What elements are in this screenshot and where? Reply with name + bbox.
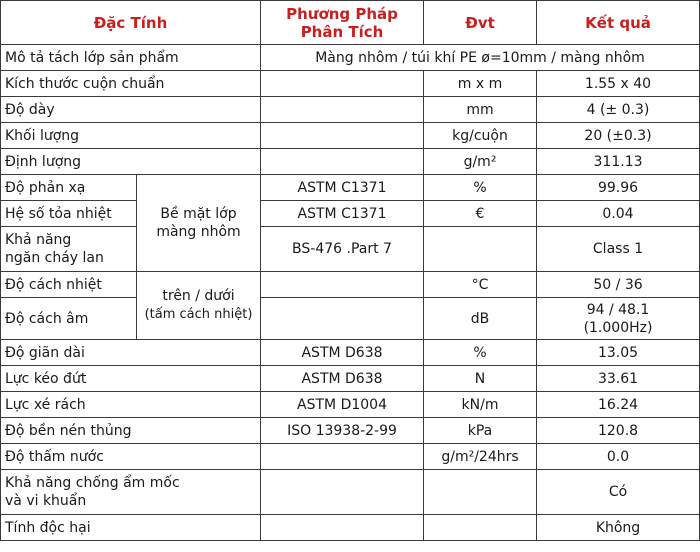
table-row <box>1 201 700 227</box>
unit-cell: kPa <box>424 418 537 444</box>
unit-cell: mm <box>424 97 537 123</box>
property-cell: Kích thước cuộn chuẩn <box>1 71 261 97</box>
header-property: Đặc Tính <box>1 1 261 45</box>
property-cell: Mô tả tách lớp sản phẩm <box>1 45 261 71</box>
result-cell: 94 / 48.1 (1.000Hz) <box>537 298 700 340</box>
property-cell: Độ cách nhiệt <box>1 272 137 298</box>
unit-cell <box>424 515 537 541</box>
merged-description-cell: Màng nhôm / túi khí PE ø=10mm / màng nhôm <box>261 45 700 71</box>
table-row <box>1 71 700 97</box>
table-row <box>1 366 700 392</box>
header-method: Phương Pháp Phân Tích <box>261 1 424 45</box>
table-row <box>1 392 700 418</box>
method-cell <box>261 470 424 515</box>
unit-cell: kN/m <box>424 392 537 418</box>
table-row <box>1 418 700 444</box>
table-row <box>1 45 700 71</box>
result-cell: Có <box>537 470 700 515</box>
table-row <box>1 515 700 541</box>
property-cell: Lực kéo đứt <box>1 366 261 392</box>
unit-cell <box>424 470 537 515</box>
result-cell: 311.13 <box>537 149 700 175</box>
result-cell: 4 (± 0.3) <box>537 97 700 123</box>
header-unit: Đvt <box>424 1 537 45</box>
table-row <box>1 175 700 201</box>
property-cell: Hệ số tỏa nhiệt <box>1 201 137 227</box>
method-cell: ASTM C1371 <box>261 175 424 201</box>
unit-cell: € <box>424 201 537 227</box>
method-cell <box>261 123 424 149</box>
unit-cell: g/m² <box>424 149 537 175</box>
property-cell: Độ bền nén thủng <box>1 418 261 444</box>
group-label-surface: Bề mặt lớp màng nhôm <box>137 175 261 272</box>
unit-cell: m x m <box>424 71 537 97</box>
result-cell: 120.8 <box>537 418 700 444</box>
result-cell: 13.05 <box>537 340 700 366</box>
property-cell: Khả năng chống ẩm mốc và vi khuẩn <box>1 470 261 515</box>
table-row <box>1 227 700 272</box>
table-row <box>1 97 700 123</box>
method-cell: ASTM C1371 <box>261 201 424 227</box>
group-label-position: trên / dưới (tấm cách nhiệt) <box>137 272 261 340</box>
method-cell <box>261 515 424 541</box>
method-cell: ASTM D638 <box>261 340 424 366</box>
result-cell: 0.0 <box>537 444 700 470</box>
property-cell: Độ giãn dài <box>1 340 261 366</box>
unit-cell: g/m²/24hrs <box>424 444 537 470</box>
header-result: Kết quả <box>537 1 700 45</box>
property-cell: Độ thấm nước <box>1 444 261 470</box>
table-row <box>1 340 700 366</box>
unit-cell: kg/cuộn <box>424 123 537 149</box>
property-cell: Độ cách âm <box>1 298 137 340</box>
result-cell: 16.24 <box>537 392 700 418</box>
method-cell: ASTM D1004 <box>261 392 424 418</box>
table-row <box>1 298 700 340</box>
method-cell: ASTM D638 <box>261 366 424 392</box>
result-cell: 99.96 <box>537 175 700 201</box>
method-cell <box>261 149 424 175</box>
result-cell: Class 1 <box>537 227 700 272</box>
property-cell: Lực xé rách <box>1 392 261 418</box>
result-cell: 1.55 x 40 <box>537 71 700 97</box>
method-cell: BS-476 .Part 7 <box>261 227 424 272</box>
method-cell <box>261 298 424 340</box>
method-cell <box>261 97 424 123</box>
unit-cell: % <box>424 340 537 366</box>
method-cell <box>261 71 424 97</box>
method-cell <box>261 444 424 470</box>
unit-cell: °C <box>424 272 537 298</box>
property-cell: Độ phản xạ <box>1 175 137 201</box>
method-cell: ISO 13938-2-99 <box>261 418 424 444</box>
result-cell: 20 (±0.3) <box>537 123 700 149</box>
unit-cell <box>424 227 537 272</box>
result-cell: 50 / 36 <box>537 272 700 298</box>
property-cell: Định lượng <box>1 149 261 175</box>
table-row <box>1 272 700 298</box>
property-cell: Độ dày <box>1 97 261 123</box>
property-cell: Tính độc hại <box>1 515 261 541</box>
result-cell: 33.61 <box>537 366 700 392</box>
unit-cell: dB <box>424 298 537 340</box>
table-row <box>1 444 700 470</box>
result-cell: Không <box>537 515 700 541</box>
unit-cell: N <box>424 366 537 392</box>
unit-cell: % <box>424 175 537 201</box>
result-cell: 0.04 <box>537 201 700 227</box>
header-row <box>1 1 700 45</box>
table-row <box>1 149 700 175</box>
property-cell: Khả năng ngăn cháy lan <box>1 227 137 272</box>
table-row <box>1 470 700 515</box>
table-row <box>1 123 700 149</box>
method-cell <box>261 272 424 298</box>
property-cell: Khối lượng <box>1 123 261 149</box>
